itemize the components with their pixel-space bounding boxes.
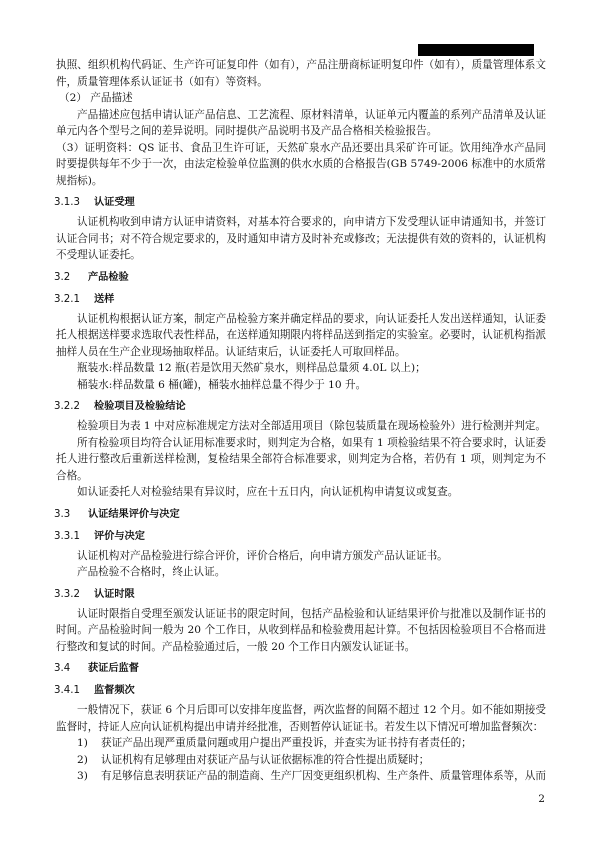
heading-number: 3.2: [54, 271, 71, 283]
heading-number: 3.3.2: [54, 588, 80, 600]
heading-3-2-2: [54, 399, 546, 415]
page-content: [56, 57, 546, 785]
paragraph: 检验项目为表 1 中对应标准规定方法对全部适用项目（除包装质量在现场检验外）进行检测并判定。: [77, 420, 547, 432]
intro-continuation: 执照、组织机构代码证、生产许可证复印件（如有），产品注册商标证明复印件（如有），质量管理体系文件，质量管理体系认证证书（如有）等资料。: [56, 59, 546, 88]
heading-3-4: [54, 661, 546, 677]
paragraph: 瓶装水:样品数量 12 瓶(若是饮用天然矿泉水，则样品总量须 4.0L 以上)；: [77, 362, 426, 374]
heading-number: 3.2.1: [54, 293, 80, 305]
heading-title: 认证结果评价与决定: [88, 508, 180, 520]
page-number: 2: [538, 793, 545, 805]
heading-number: 3.2.2: [54, 401, 80, 412]
heading-3-4-1: [54, 683, 546, 699]
heading-3-1-3: [54, 195, 546, 211]
heading-number: 3.1.3: [54, 197, 80, 208]
paragraph: 如认证委托人对检验结果有异议时，应在十五日内，向认证机构申请复议或复查。: [77, 486, 459, 498]
paragraph: 一般情况下，获证 6 个月后即可以安排年度监督，两次监督的间隔不超过 12 个月。如不能如期接受监督时，持证人应向认证机构提出申请并经批准，否则暂停认证证书。若发生以下情况可增加监督频次：: [56, 704, 546, 733]
heading-title: 产品检验: [88, 271, 129, 283]
heading-number: 3.3.1: [54, 530, 80, 542]
heading-3-2-1: [54, 292, 546, 308]
list-text: 认证机构有足够理由对获证产品与认证依据标准的符合性提出质疑时；: [101, 753, 430, 766]
list-item: [77, 752, 546, 769]
heading-title: 获证后监督: [88, 663, 139, 674]
paragraph: 认证机构根据认证方案，制定产品检验方案并确定样品的要求，向认证委托人发出送样通知，认证委托人根据送样要求选取代表性样品，在送样通知期限内将样品送到指定的实验室。必要时，认证机构指派抽样人员在生产企业现场抽取样品。认证结束后，认证委托人可取回样品。: [56, 312, 546, 358]
paragraph: 认证机构对产品检验进行综合评价，评价合格后，向申请方颁发产品认证证书。: [77, 549, 448, 562]
heading-3-3: [54, 507, 546, 523]
list-text: 有足够信息表明获证产品的制造商、生产厂因变更组织机构、生产条件、质量管理体系等，从而: [101, 770, 546, 782]
item-2-label: （2） 产品描述: [59, 92, 133, 104]
heading-3-2: [54, 270, 546, 286]
paragraph: 产品检验不合格时，终止认证。: [77, 566, 226, 578]
heading-title: 送样: [94, 293, 115, 305]
list-text: 获证产品出现严重质量问题或用户提出严重投诉，并查实为证书持有者责任的；: [101, 737, 472, 749]
heading-title: 监督频次: [94, 685, 135, 696]
list-item: [77, 768, 546, 785]
item-3-text: （3）证明资料：QS 证书、食品卫生许可证，天然矿泉水产品还要出具采矿许可证。饮用纯净水产品同时要提供每年不少于一次，由法定检验单位监测的供水水质的合格报告(GB 5749-2006 标准中的水质常规指标)。: [56, 141, 546, 187]
list-marker: 3): [77, 770, 88, 782]
list-marker: 2): [77, 753, 88, 766]
list-item: [77, 735, 546, 752]
paragraph: 桶装水:样品数量 6 桶(罐)，桶装水抽样总量不得少于 10 升。: [77, 378, 367, 391]
heading-title: 认证时限: [94, 588, 135, 600]
heading-title: 认证受理: [94, 197, 135, 208]
paragraph: 认证时限指自受理至颁发认证证书的限定时间，包括产品检验和认证结果评价与批准以及制作证书的时间。产品检验时间一般为 20 个工作日，从收到样品和检验费用起计算。不包括因检验项目不合格而进行整改和复试的时间。产品检验通过后，一般 20 个工作日内颁发认证证书。: [56, 607, 546, 653]
redaction-bar: [418, 44, 534, 56]
heading-number: 3.4.1: [54, 685, 80, 696]
heading-number: 3.3: [54, 508, 71, 520]
paragraph: 认证机构收到申请方认证申请资料，对基本符合要求的，向申请方下发受理认证申请通知书，并签订认证合同书；对不符合规定要求的，及时通知申请方及时补充或修改；无法提供有效的资料的，认证机构不受理认证委托。: [56, 216, 546, 261]
heading-3-3-2: [54, 587, 546, 603]
heading-number: 3.4: [54, 663, 71, 674]
item-2-text: 产品描述应包括申请认证产品信息、工艺流程、原材料清单，认证单元内覆盖的系列产品清单及认证单元内各个型号之间的差异说明。同时提供产品说明书及产品合格相关检验报告。: [56, 108, 546, 137]
heading-3-3-1: [54, 529, 546, 545]
list-marker: 1): [77, 737, 88, 749]
heading-title: 检验项目及检验结论: [94, 401, 186, 412]
heading-title: 评价与决定: [94, 530, 145, 542]
paragraph: 所有检验项目均符合认证用标准要求时，则判定为合格，如果有 1 项检验结果不符合要求时，认证委托人进行整改后重新送样检测，复检结果全部符合标准要求，则判定为合格，若仍有 1 项，则判定为不合格。: [56, 436, 547, 482]
